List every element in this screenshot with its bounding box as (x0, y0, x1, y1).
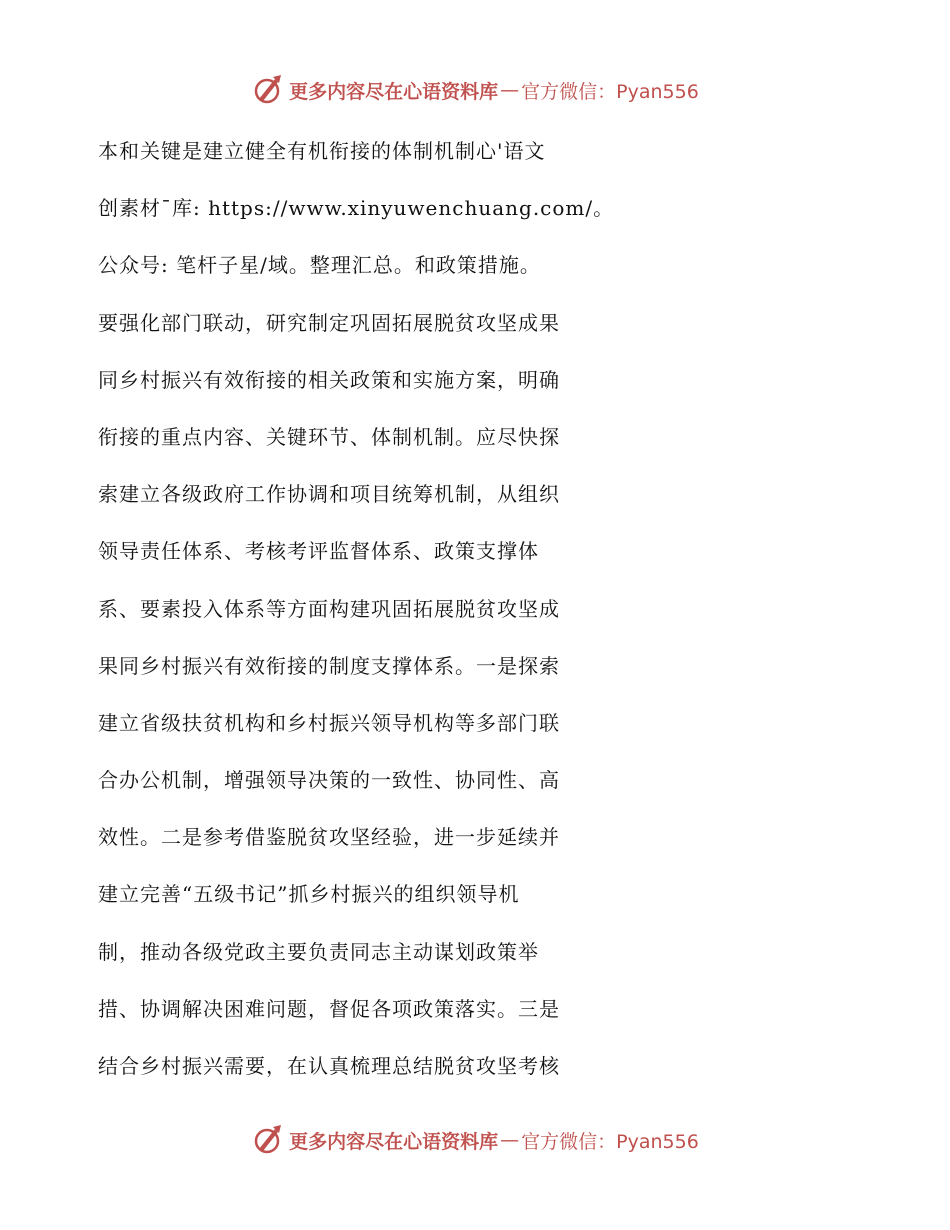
document-body (98, 123, 858, 1095)
text-line: 合办公机制，增强领导决策的一致性、协同性、高 (98, 768, 560, 793)
banner-wechat: 官方微信：Pyan556 (521, 1130, 699, 1153)
text-line: 领导责任体系、考核考评监督体系、政策支撑体 (98, 539, 539, 564)
text-line: 要强化部门联动，研究制定巩固拓展脱贫攻坚成果 (98, 310, 560, 335)
text-line: 公众号: 笔杆子星/域。整理汇总。和政策措施。 (98, 253, 541, 278)
text-line: 衔接的重点内容、关键环节、体制机制。应尽快探 (98, 424, 560, 449)
text-line: 系、要素投入体系等方面构建巩固拓展脱贫攻坚成 (98, 596, 560, 621)
text-line: 建立省级扶贫机构和乡村振兴领导机构等多部门联 (98, 710, 560, 735)
banner-text: 更多内容尽在心语资料库 (289, 80, 499, 103)
text-line: 制，推动各级党政主要负责同志主动谋划政策举 (98, 939, 539, 964)
quill-logo-icon (251, 1123, 285, 1157)
text-line: 同乡村振兴有效衔接的相关政策和实施方案，明确 (98, 367, 560, 392)
text-line: 果同乡村振兴有效衔接的制度支撑体系。一是探索 (98, 653, 560, 678)
footer-banner (0, 1120, 950, 1160)
text-line: 建立完善“五级书记”抓乡村振兴的组织领导机 (98, 882, 520, 907)
banner-text: 更多内容尽在心语资料库 (289, 1130, 499, 1153)
banner-wechat: 官方微信：Pyan556 (521, 80, 699, 103)
header-banner (0, 70, 950, 110)
text-line: 结合乡村振兴需要，在认真梳理总结脱贫攻坚考核 (98, 1054, 560, 1078)
text-line: 效性。二是参考借鉴脱贫攻坚经验，进一步延续并 (98, 825, 560, 850)
banner-separator: — (500, 79, 520, 101)
text-line: 创素材¯库: https://www.xinyuwenchuang.com/。 (98, 196, 615, 221)
text-line: 措、协调解决困难问题，督促各项政策落实。三是 (98, 996, 560, 1021)
text-line: 索建立各级政府工作协调和项目统筹机制，从组织 (98, 482, 560, 507)
quill-logo-icon (251, 73, 285, 107)
banner-separator: — (500, 1129, 520, 1151)
text-line: 本和关键是建立健全有机衔接的体制机制心'语文 (98, 139, 546, 163)
